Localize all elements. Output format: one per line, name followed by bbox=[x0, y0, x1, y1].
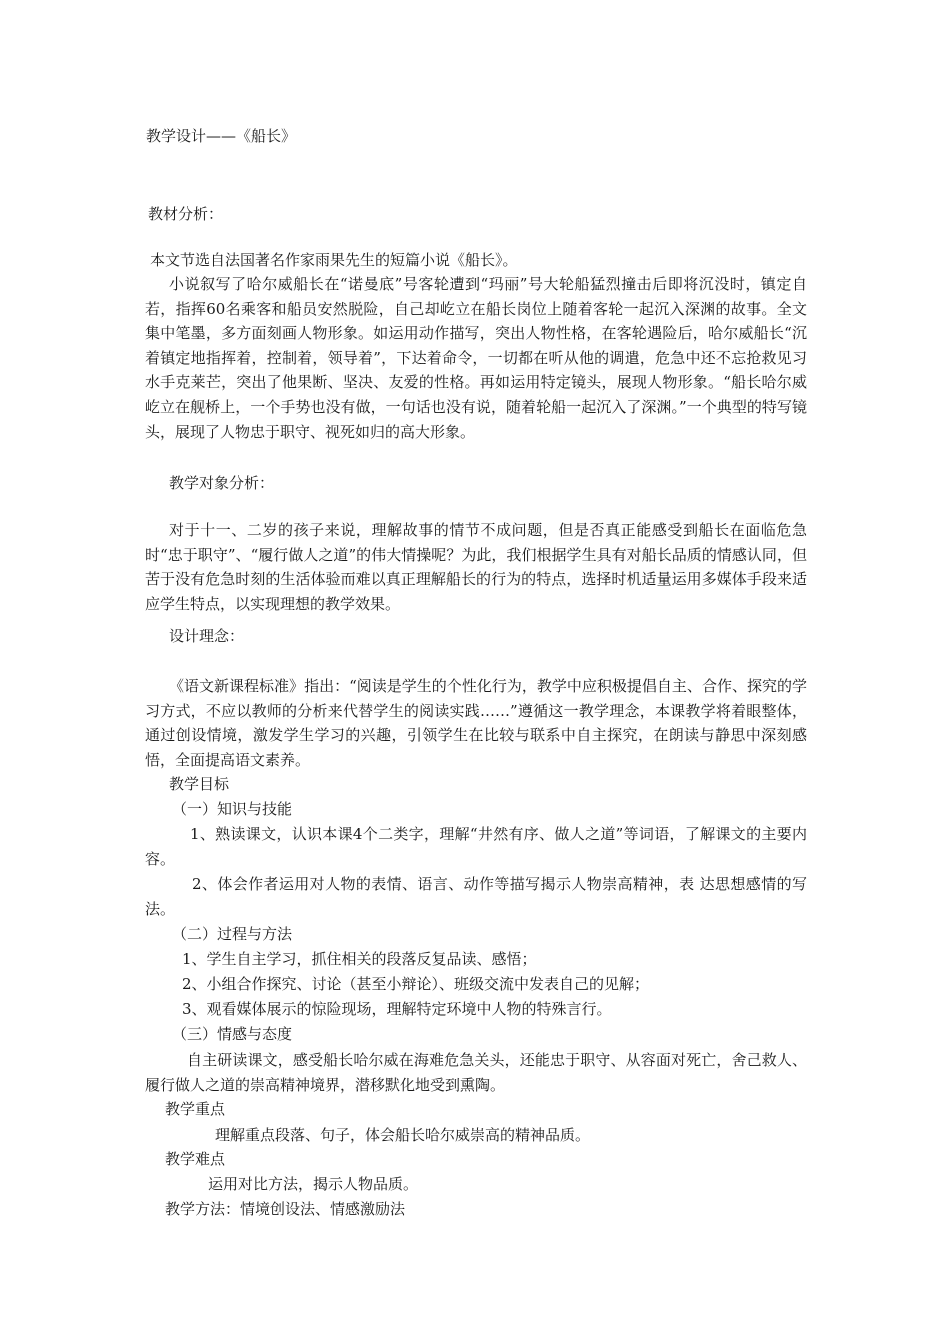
goal1-item1: 1、熟读课文，认识本课4个二类字，理解“井然有序、做人之道”等词语，了解课文的主要内容。 bbox=[145, 825, 807, 868]
goal1-item2: 2、体会作者运用对人物的表情、语言、动作等描写揭示人物崇高精神，表 达思想感情的写法。 bbox=[145, 875, 807, 918]
concept-heading: 设计理念： bbox=[169, 627, 245, 645]
material-heading: 教材分析： bbox=[148, 205, 224, 223]
goal2-item1: 1、学生自主学习，抓住相关的段落反复品读、感悟； bbox=[182, 950, 537, 968]
key-heading: 教学重点 bbox=[165, 1100, 226, 1118]
goals-heading: 教学目标 bbox=[169, 775, 230, 793]
goal3-body: 自主研读课文，感受船长哈尔威在海难危急关头，还能忠于职守、从容面对死亡，舍己救人、履行做人之道的崇高精神境界，潜移默化地受到熏陶。 bbox=[145, 1051, 807, 1094]
concept-body: 《语文新课程标准》指出：“阅读是学生的个性化行为，教学中应积极提倡自主、合作、探究的学习方式，不应以教师的分析来代替学生的阅读实践……”遵循这一教学理念，本课教学将着眼整体，通过创设情境，激发学生学习的兴趣，引领学生在比较与联系中自主探究，在朗读与静思中深刻感悟，全面提高语文素养。 bbox=[145, 677, 807, 769]
difficulty-heading: 教学难点 bbox=[165, 1150, 226, 1168]
goal1-heading: （一）知识与技能 bbox=[172, 800, 293, 818]
goal3-heading: （三）情感与态度 bbox=[172, 1025, 293, 1043]
goal2-item3: 3、观看媒体展示的惊险现场，理解特定环境中人物的特殊言行。 bbox=[182, 1000, 612, 1018]
key-body: 理解重点段落、句子，体会船长哈尔威崇高的精神品质。 bbox=[215, 1126, 591, 1144]
difficulty-body: 运用对比方法，揭示人物品质。 bbox=[208, 1175, 419, 1193]
audience-body: 对于十一、二岁的孩子来说，理解故事的情节不成问题，但是否真正能感受到船长在面临危急时“忠于职守”、“履行做人之道”的伟大情操呢？为此，我们根据学生具有对船长品质的情感认同，但苦于没有危急时刻的生活体验而难以真正理解船长的行为的特点，选择时机适量运用多媒体手段来适应学生特点，以实现理想的教学效果。 bbox=[145, 521, 807, 613]
document-title: 教学设计——《船长》 bbox=[146, 127, 297, 145]
teaching-methods: 教学方法：情境创设法、情感激励法 bbox=[165, 1200, 406, 1218]
audience-heading: 教学对象分析： bbox=[169, 474, 275, 492]
material-body: 小说叙写了哈尔威船长在“诺曼底”号客轮遭到“玛丽”号大轮船猛烈撞击后即将沉没时，镇定自若，指挥60名乘客和船员安然脱险，自己却屹立在船长岗位上随着客轮一起沉入深渊的故事。全文集中笔墨，多方面刻画人物形象。如运用动作描写，突出人物性格，在客轮遇险后，哈尔威船长“沉着镇定地指挥着，控制着，领导着”，下达着命令，一切都在听从他的调遣，危急中还不忘抢救见习水手克莱芒，突出了他果断、坚决、友爱的性格。再如运用特定镜头，展现人物形象。“船长哈尔威屹立在舰桥上，一个手势也没有做，一句话也没有说，随着轮船一起沉入了深渊。”一个典型的特写镜头，展现了人物忠于职守、视死如归的高大形象。 bbox=[145, 275, 807, 441]
goal2-heading: （二）过程与方法 bbox=[172, 925, 293, 943]
goal2-item2: 2、小组合作探究、讨论（甚至小辩论）、班级交流中发表自己的见解； bbox=[182, 975, 650, 993]
material-intro: 本文节选自法国著名作家雨果先生的短篇小说《船长》。 bbox=[150, 251, 518, 269]
